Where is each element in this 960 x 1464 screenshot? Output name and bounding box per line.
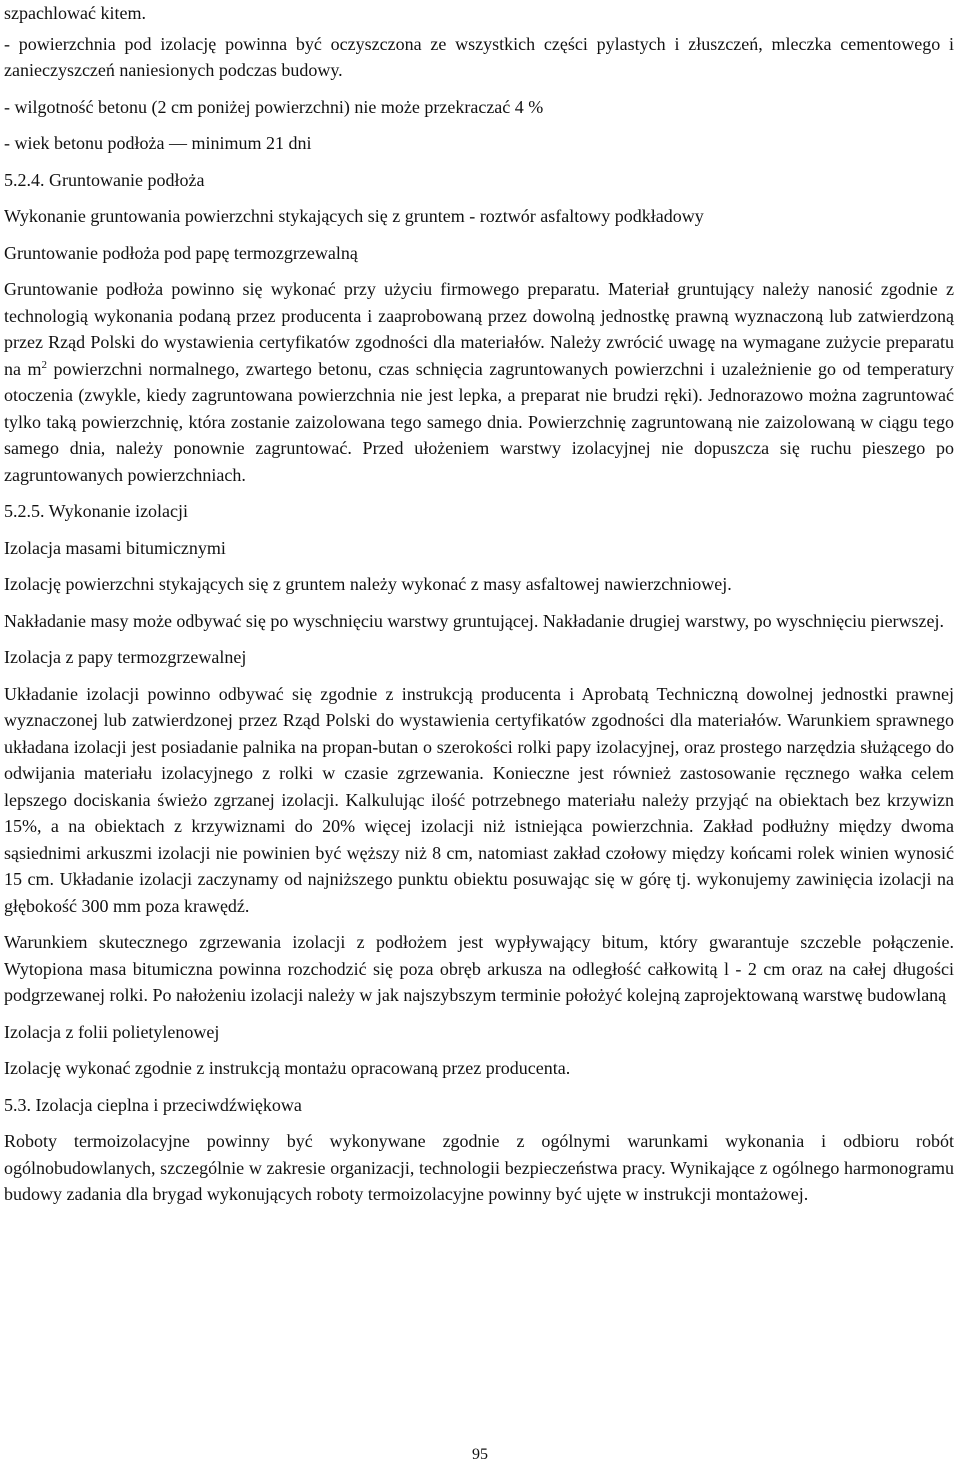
- document-page: [4, 0, 954, 1208]
- subheading-priming-surfaces: Wykonanie gruntowania powierzchni stykających się z gruntem - roztwór asfaltowy podkładowy: [4, 206, 704, 226]
- paragraph-foil-instructions: Izolację wykonać zgodnie z instrukcją montażu opracowaną przez producenta.: [4, 1058, 571, 1078]
- subheading-bitumen-masses: Izolacja masami bitumicznymi: [4, 537, 226, 558]
- superscript-square: 2: [41, 358, 47, 371]
- list-item-concrete-moisture: - wilgotność betonu (2 cm poniżej powierzchni) nie może przekraczać 4 %: [4, 96, 544, 117]
- paragraph-bitumen-application: Nakładanie masy może odbywać się po wyschnięciu warstwy gruntującej. Nakładanie drugiej warstwy, po wyschnięciu pierwszej.: [4, 610, 945, 631]
- section-heading-5-2-5: 5.2.5. Wykonanie izolacji: [4, 501, 189, 521]
- section-heading-5-2-4: 5.2.4. Gruntowanie podłoża: [4, 169, 205, 190]
- section-heading-5-3: 5.3. Izolacja cieplna i przeciwdźwiękowa: [4, 1094, 302, 1115]
- paragraph-thermal-insulation: Roboty termoizolacyjne powinny być wykonywane zgodnie z ogólnymi warunkami wykonania i odbioru robót ogólnobudowlanych, szczególnie w zakresie organizacji, technologii bezpieczeństwa pracy. Wynikające z ogólnego harmonogramu budowy zadania dla brygad wykonujących roboty termoizolacyjne powinny być ujęte w instrukcji montażowej.: [4, 1131, 954, 1204]
- list-item-surface-cleaning: - powierzchnia pod izolację powinna być oczyszczona ze wszystkich części pylastych i złuszczeń, mleczka cementowego i zanieczyszczeń naniesionych podczas budowy.: [4, 33, 954, 80]
- paragraph-bitumen-insulation: Izolację powierzchni stykających się z gruntem należy wykonać z masy asfaltowej nawierzchniowej.: [4, 574, 732, 594]
- paragraph-priming: [4, 276, 954, 488]
- paragraph-membrane-laying: Układanie izolacji powinno odbywać się zgodnie z instrukcją producenta i Aprobatą Techniczną dowolnej jednostki prawnej wyznaczonej lub zatwierdzonej przez Rząd Polski do wystawienia certyfikatów zgodności dla materiałów. Warunkiem sprawnego układana izolacji jest posiadanie palnika na propan-butan o szerokości rolki papy izolacyjnej, oraz prostego narzędzia służącego do odwijania materiału izolacyjnego z rolki w czasie zgrzewania. Konieczne jest również zastosowanie ręcznego wałka celem lepszego dociskania świeżo zgrzanej izolacji. Kalkulując ilość potrzebnego materiału należy przyjąć na obiektach bez krzywizn 15%, a na obiektach z krzywiznami do 20% więcej izolacji niż istniejąca powierzchnia. Zakład podłużny między dwoma sąsiednimi arkuszmi izolacji nie powinien być węższy niż 8 cm, natomiast zakład czołowy między końcami rolek winien wynosić 15 cm. Układanie izolacji zaczynamy od najniższego punktu obiektu posuwając się w górę tj. wykonujemy zawinięcia izolacji na głębokość 300 mm poza krawędź.: [4, 683, 954, 916]
- list-item-concrete-age: - wiek betonu podłoża — minimum 21 dni: [4, 133, 312, 153]
- paragraph-priming-text-a: Gruntowanie podłoża powinno się wykonać przy użyciu firmowego preparatu. Materiał gruntujący należy nanosić zgodnie z technologią wykonania podaną przez producenta i zaaprobowaną przez dowolną jednostkę prawną wyznaczoną lub zatwierdzoną przez Rząd Polski do wystawienia certyfikatów zgodności dla materiałów. Należy zwrócić uwagę na wymagane zużycie preparatu na m: [4, 279, 954, 379]
- page-number: 95: [472, 1446, 488, 1463]
- subheading-polyethylene-foil: Izolacja z folii polietylenowej: [4, 1021, 220, 1042]
- paragraph-priming-text-b: powierzchni normalnego, zwartego betonu, czas schnięcia zagruntowanych powierzchni i uzależnienie go od temperatury otoczenia (zwykle, kiedy zagruntowana powierzchnia nie jest lepka, a preparat nie brudzi ręki). Jednorazowo można zagruntować tylko taką powierzchnię, która zostanie zaizolowana tego samego dnia. Powierzchnię zagruntowaną nie zaizolowaną w ciągu tego samego dnia, należy ponownie zagruntować. Przed ułożeniem warstwy izolacyjnej nie dopuszcza się ruchu pieszego po zagruntowanych powierzchniach.: [4, 358, 954, 485]
- subheading-heat-weldable-membrane: Izolacja z papy termozgrzewalnej: [4, 647, 247, 667]
- paragraph-welding-conditions: Warunkiem skutecznego zgrzewania izolacji z podłożem jest wypływający bitum, który gwarantuje szczeble połączenie. Wytopiona masa bitumiczna powinna rozchodzić się poza obręb arkusza na odległość całkowitą l - 2 cm oraz na całej długości podgrzewanej rolki. Po nałożeniu izolacji należy w jak najszybszym terminie położyć kolejną zaprojektowaną warstwę budowlaną: [4, 932, 954, 1005]
- subheading-priming-under-membrane: Gruntowanie podłoża pod papę termozgrzewalną: [4, 242, 358, 263]
- text-line: szpachlować kitem.: [4, 3, 146, 23]
